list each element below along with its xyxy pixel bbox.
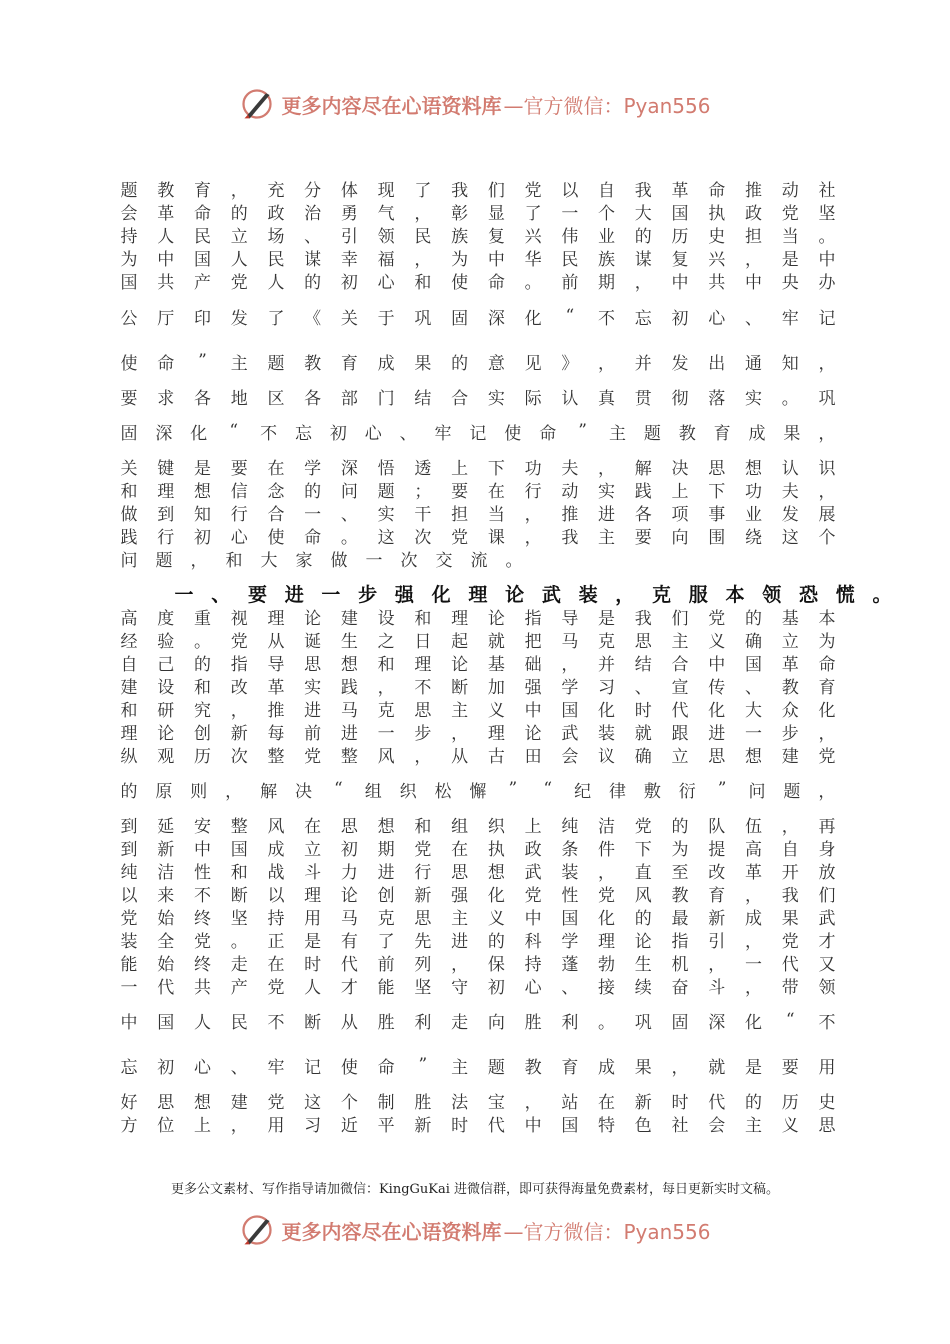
text-line: 忘 初 心 、 牢 记 使 命 ” 主 题 教 育 成 果 ， 就 是 要 用 <box>120 1055 836 1078</box>
text-line: 和 研 究 ， 推 进 马 克 思 主 义 中 国 化 时 代 化 大 众 化 <box>120 700 836 721</box>
text-line: 经 验 。 党 从 诞 生 之 日 起 就 把 马 克 思 主 义 确 立 为 <box>120 631 836 652</box>
text-line: 公 厅 印 发 了 《 关 于 巩 固 深 化 “ 不 忘 初 心 、 牢 记 <box>120 306 836 329</box>
text-line: 到 新 中 国 成 立 初 期 党 在 执 政 条 件 下 为 提 高 自 身 <box>120 839 836 860</box>
text-line: 建 设 和 改 革 实 践 ， 不 断 加 强 学 习 、 宣 传 、 教 育 <box>120 677 836 698</box>
text-line: 以 来 不 断 以 理 论 创 新 强 化 党 性 党 风 教 育 ， 我 们 <box>120 885 836 906</box>
text-line: 理 论 创 新 每 前 进 一 步 ， 理 论 武 装 就 跟 进 一 步 ， <box>120 723 836 744</box>
text-line: 自 己 的 指 导 思 想 和 理 论 基 础 ， 并 结 合 中 国 革 命 <box>120 654 836 675</box>
text-line: 固 深 化 “ 不 忘 初 心 、 牢 记 使 命 ” 主 题 教 育 成 果 ， <box>120 421 836 444</box>
footer-banner <box>0 1208 950 1252</box>
text-line: 和 理 想 信 念 的 问 题 ； 要 在 行 动 实 践 上 下 功 夫 ， <box>120 481 836 502</box>
text-line: 题 教 育 ， 充 分 体 现 了 我 们 党 以 自 我 革 命 推 动 社 <box>120 180 836 201</box>
text-line: 为 中 国 人 民 谋 幸 福 ， 为 中 华 民 族 谋 复 兴 ， 是 中 <box>120 249 836 270</box>
text-line: 的 原 则 ， 解 决 “ 组 织 松 懈 ” “ 纪 律 敷 衍 ” 问 题 ， <box>120 779 836 802</box>
text-line: 高 度 重 视 理 论 建 设 和 理 论 指 导 是 我 们 党 的 基 本 <box>120 608 836 629</box>
banner-title: 更多内容尽在心语资料库 <box>281 93 502 118</box>
text-line: 关 键 是 要 在 学 深 悟 透 上 下 功 夫 ， 解 决 思 想 认 识 <box>120 458 836 479</box>
text-line: 国 共 产 党 人 的 初 心 和 使 命 。 前 期 ， 中 共 中 央 办 <box>120 272 836 293</box>
text-line: 党 始 终 坚 持 用 马 克 思 主 义 中 国 化 的 最 新 成 果 武 <box>120 908 836 929</box>
text-line: 能 始 终 走 在 时 代 前 列 ， 保 持 蓬 勃 生 机 ， 一 代 又 <box>120 954 836 975</box>
footer-note: 更多公文素材、写作指导请加微信：KingGuKai 进微信群，即可获得海量免费素材，每日更新实时文稿。 <box>170 1182 780 1197</box>
text-line: 做 到 知 行 合 一 、 实 干 担 当 ， 推 进 各 项 事 业 发 展 <box>120 504 836 525</box>
banner-contact: —官方微信：Pyan556 <box>503 93 711 118</box>
text-line: 会 革 命 的 政 治 勇 气 ， 彰 显 了 一 个 大 国 执 政 党 坚 <box>120 203 836 224</box>
pen-logo-icon <box>239 1212 275 1248</box>
section-heading: 一 、 要 进 一 步 强 化 理 论 武 装 ， 克 服 本 领 恐 慌 。 <box>174 583 892 606</box>
banner-title: 更多内容尽在心语资料库 <box>281 1219 502 1244</box>
text-line: 问 题 ， 和 大 家 做 一 次 交 流 。 <box>120 550 523 571</box>
text-line: 好 思 想 建 党 这 个 制 胜 法 宝 ， 站 在 新 时 代 的 历 史 <box>120 1092 836 1113</box>
text-line: 要 求 各 地 区 各 部 门 结 合 实 际 认 真 贯 彻 落 实 。 巩 <box>120 388 836 409</box>
text-line: 装 全 党 。 正 是 有 了 先 进 的 科 学 理 论 指 引 ， 党 才 <box>120 931 836 952</box>
pen-logo-icon <box>239 86 275 122</box>
text-line: 纵 观 历 次 整 党 整 风 ， 从 古 田 会 议 确 立 思 想 建 党 <box>120 746 836 767</box>
text-line: 践 行 初 心 使 命 。 这 次 党 课 ， 我 主 要 向 围 绕 这 个 <box>120 527 836 548</box>
text-line: 方 位 上 ， 用 习 近 平 新 时 代 中 国 特 色 社 会 主 义 思 <box>120 1115 836 1136</box>
text-line: 一 代 共 产 党 人 才 能 坚 守 初 心 、 接 续 奋 斗 ， 带 领 <box>120 977 836 998</box>
text-line: 纯 洁 性 和 战 斗 力 进 行 思 想 武 装 ， 直 至 改 革 开 放 <box>120 862 836 883</box>
text-line: 持 人 民 立 场 、 引 领 民 族 复 兴 伟 业 的 历 史 担 当 。 <box>120 226 836 247</box>
text-line: 中 国 人 民 不 断 从 胜 利 走 向 胜 利 。 巩 固 深 化 “ 不 <box>120 1010 836 1033</box>
text-line: 到 延 安 整 风 在 思 想 和 组 织 上 纯 洁 党 的 队 伍 ， 再 <box>120 816 836 837</box>
text-line: 使 命 ” 主 题 教 育 成 果 的 意 见 》 ， 并 发 出 通 知 ， <box>120 351 836 374</box>
banner-contact: —官方微信：Pyan556 <box>503 1219 711 1244</box>
header-banner <box>0 82 950 126</box>
